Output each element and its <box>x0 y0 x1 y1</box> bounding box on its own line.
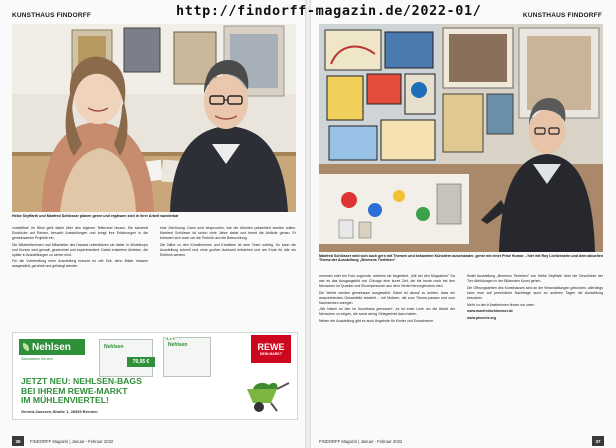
text-column-2 <box>467 274 603 424</box>
studio-photo <box>319 24 603 252</box>
leaf-icon <box>23 343 29 351</box>
wheelbarrow-icon <box>243 379 291 413</box>
portrait-photo <box>12 24 296 212</box>
paragraph: eine Zeichnung. Dann wird besprochen, wie die Arbeiten präsentiert werden sollen. Manfred Schlösser ist schon viele Jahre dabei und kennt die Abläufe genau. Er kümmert sich auch um die Technik und die Beleuchtung. <box>160 226 296 240</box>
headline-line: JETZT NEU: NEHLSEN-BAGS <box>21 376 142 386</box>
ad-headline <box>21 377 241 406</box>
right-page <box>311 0 616 448</box>
rewe-subline: DEIN MARKT <box>260 351 282 356</box>
section-label: KUNSTHAUS FINDORFF <box>522 12 602 19</box>
bag-product-2 <box>163 337 211 377</box>
paragraph: „Wir haben es hier im Kunsthaus genossen“, es ist erste Linie um die Arbeit der Menschen zu zeigen, die sonst wenig Gelegenheit dazu haben. <box>319 307 455 317</box>
brand-subline: Sackstarker Service <box>21 357 53 361</box>
page-number: 37 <box>592 436 604 446</box>
paragraph: Die Werke werden gemeinsam ausgewählt. Dabei ist darauf zu achten, dass ein ansprechendes Gesamtbild entsteht – mit Motiven, die zum Thema passen und zum Nachdenken anregen. <box>319 290 455 305</box>
text-column-2 <box>160 226 296 326</box>
studio-photo-illustration <box>319 24 603 252</box>
footer: FINDORFF Magazin | Januar - Februar 2022 <box>319 439 403 444</box>
nehlsen-logo <box>19 339 85 355</box>
paragraph: findet Ausstellung „Bremens Tierleben“ von Heike Seyffarth über die Geschichte der Tier-Abbildungen in der Bildenden Kunst gehen. <box>467 274 603 283</box>
url-overlay: http://findorff-magazin.de/2022-01/ <box>176 3 482 19</box>
bag-label: Nehlsen <box>168 342 188 348</box>
portrait-photo-illustration <box>12 24 296 212</box>
left-page <box>0 0 305 448</box>
paragraph: Mehr zu den Künstlerinnen finden sie unter: <box>467 302 535 307</box>
small-price-badge: 4,4 € <box>166 336 175 341</box>
photo-caption: Manfred Schlösser wird sich auch gern mit Themen und bekannten Künstlern auseinander, gerne mit einer Prise Humor – hier mit Roy Lichtenstein und dem aktuellen Thema der Ausstellung „Bremens Tierleben“ <box>319 254 603 263</box>
paragraph: Neben der Ausstellung gibt es auch Angebote für Kinder und Erwachsene. <box>319 319 434 324</box>
website-link[interactable]: www.phoenix.org <box>467 316 497 321</box>
paragraph: vorstellbar! Ihr Blick geht dabei über den eigenen Tellerrand hinaus: Sie sammelt Eindrücke auf Reisen, besucht Ausstellungen und bringt ihre Erfahrungen in die gemeinsamen Projekte ein. <box>12 226 148 240</box>
photo-caption: Heike Seyffarth und Manfred Schlösser planen gerne und ergänzen sich in ihrer Arbeit wunderbar <box>12 214 179 218</box>
website-link[interactable]: www.manfredschloesser.de <box>467 309 513 314</box>
text-column-1 <box>12 226 148 326</box>
paragraph: Die Öffnungszeiten des Kunsthauses sind an die Veranstaltungen gebunden, allerdings kann man auf persönliche Nachfrage auch an anderen Tagen die Ausstellung besuchen. <box>467 285 603 300</box>
paragraph: Für die Vorbereitung einer Ausstellung braucht es viel Zeit, denn Bilder müssen ausgewählt, gerahmt und gehängt werden. <box>12 259 148 269</box>
nehlsen-advertisement <box>12 332 298 420</box>
headline-line: IM MÜHLENVIERTEL! <box>21 395 109 406</box>
ad-address: Gerold-Janssen-Straße 1, 28359 Bremen <box>21 409 98 414</box>
brand-name: Nehlsen <box>32 341 71 353</box>
section-label: KUNSTHAUS FINDORFF <box>12 12 92 19</box>
paragraph: nommen oder ein Foto zugrunde, welches sie begeistert. „Wir bei den Magazinen“ Da war es das Ausgangsbild von Chicago eine kurze Zeit, die bis heute noch bei den Menschen im Quartier und Einzelpersonen aus dem Viertel hervorgehoben wird. <box>319 274 455 288</box>
page-number: 36 <box>12 436 24 446</box>
rewe-brand: REWE <box>257 341 285 352</box>
headline-line: BEI IHREM REWE-MARKT <box>21 385 128 396</box>
price-badge: 79,95 € <box>127 357 155 367</box>
paragraph: Die Nähe zu den Künstlerinnen und Künstlern ist dem Team wichtig. So kann die Ausstellung schnell und ohne großen Aufwand entstehen und am Ende für alle ein Erlebnis werden. <box>160 242 296 257</box>
bag-label: Nehlsen <box>104 344 124 350</box>
rewe-logo <box>251 335 291 363</box>
text-column-1 <box>319 274 455 424</box>
footer: FINDORFF Magazin | Januar - Februar 2022 <box>30 439 114 444</box>
paragraph: Die Mitarbeiterinnen und Mitarbeiter des Hauses unterstützen sie dabei. In Workshops und Kursen wird gemalt, gezeichnet und experimentiert. Dabei entstehen Arbeiten, die später in Ausstellungen zu sehen sind. <box>12 242 148 257</box>
